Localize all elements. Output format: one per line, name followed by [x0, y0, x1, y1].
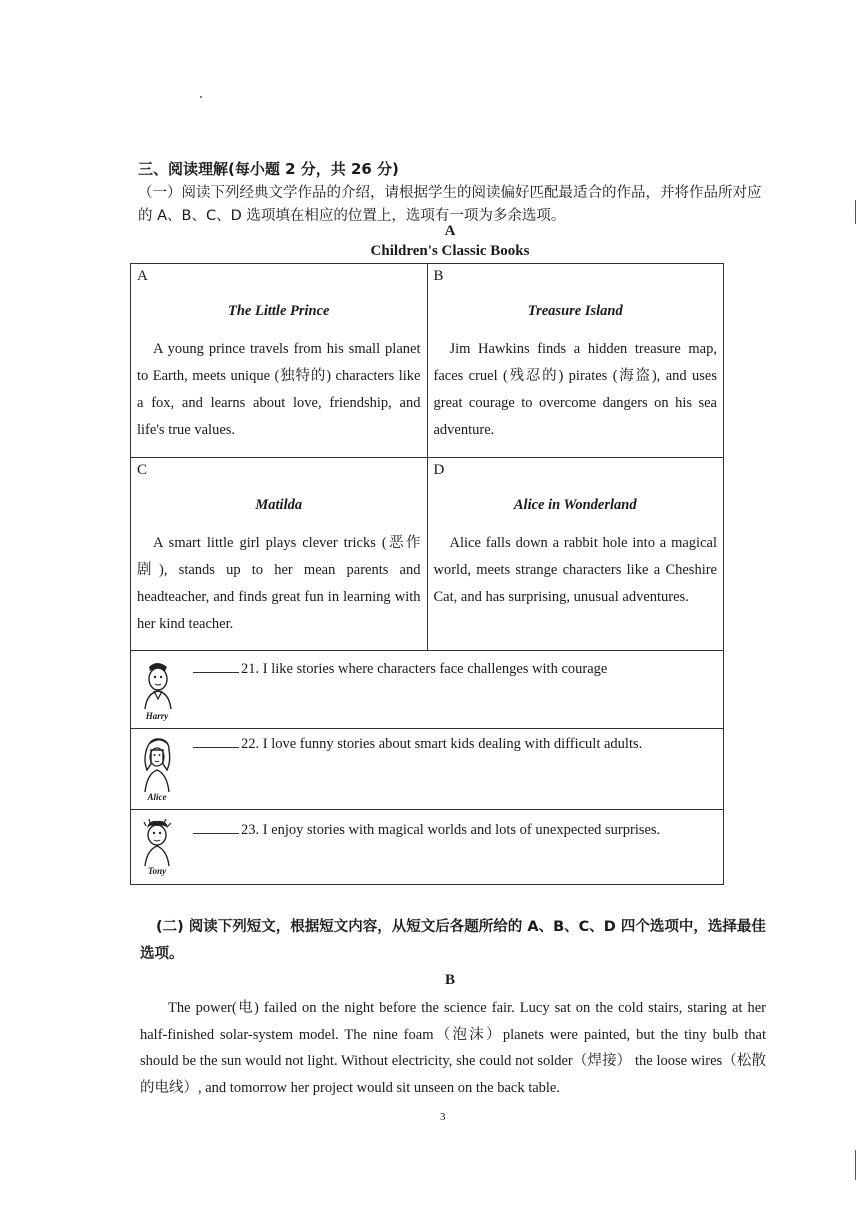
student-name: Alice [147, 792, 167, 802]
tony-avatar-icon [137, 816, 177, 876]
page-number: 3 [440, 1111, 446, 1123]
book-letter: C [137, 462, 148, 478]
book-title: The Little Prince [228, 303, 330, 319]
book-description: A young prince travels from his small planet to Earth, meets unique (独特的) characters like a fox, and learns about love, friendship, and life's true values. [137, 341, 421, 438]
book-letter: A [137, 268, 148, 284]
section-instruction: （一）阅读下列经典文学作品的介绍，请根据学生的阅读偏好匹配最适合的作品，并将作品所对应的 A、B、C、D 选项填在相应的位置上，选项有一项为多余选项。 [138, 185, 762, 224]
harry-avatar-icon [137, 657, 177, 721]
part-b-label: B [444, 972, 455, 988]
book-title: Matilda [255, 497, 303, 513]
student-name: Harry [145, 711, 169, 721]
book-cell-d [427, 458, 724, 651]
books-table-title: Children's Classic Books [370, 243, 530, 259]
book-cell-b [427, 264, 724, 458]
book-cell-c [131, 458, 428, 651]
question-row-22 [130, 728, 724, 810]
answer-blank[interactable] [193, 734, 239, 748]
section-title: 三、阅读理解(每小题 2 分，共 26 分) [138, 160, 399, 178]
book-description: A smart little girl plays clever tricks (恶作剧), stands up to her mean parents and headteacher, and finds great fun in learning with her kind teacher. [137, 535, 421, 632]
alice-avatar-icon [137, 734, 177, 802]
student-name: Tony [147, 866, 167, 876]
passage-text: The power(电) failed on the night before the science fair. Lucy sat on the cold stairs, staring at her half-finished solar-system model. The nine foam（泡沫）planets were painted, but the tiny bulb that should be the sun would not light. Without electricity, she could not solder（焊接） the loose wires（松散的电线）, and tomorrow her project would sit unseen on the back table. [140, 1000, 766, 1096]
answer-blank[interactable] [193, 659, 239, 673]
question-text: 22. I love funny stories about smart kids dealing with difficult adults. [193, 734, 642, 753]
book-description: Alice falls down a rabbit hole into a magical world, meets strange characters like a Cheshire Cat, and has surprising, unusual adventures. [433, 535, 717, 605]
book-title: Alice in Wonderland [513, 497, 637, 513]
answer-blank[interactable] [193, 820, 239, 834]
scan-speck [200, 96, 202, 98]
book-cell-a [131, 264, 428, 458]
scan-edge-mark [855, 1150, 856, 1180]
part-b-instruction: (二) 阅读下列短文，根据短文内容，从短文后各题所给的 A、B、C、D 四个选项中，选择最佳选项。 [140, 919, 766, 962]
part-a-label: A [444, 223, 456, 239]
question-text: 21. I like stories where characters face challenges with courage [193, 659, 607, 678]
scan-edge-mark [855, 200, 856, 224]
books-table [130, 263, 724, 651]
question-row-23 [130, 810, 724, 885]
book-letter: B [433, 268, 444, 284]
book-description: Jim Hawkins finds a hidden treasure map, faces cruel (残忍的) pirates (海盗), and uses great courage to overcome dangers on his sea adventure. [433, 341, 717, 438]
question-text: 23. I enjoy stories with magical worlds and lots of unexpected surprises. [193, 820, 660, 839]
question-row-21 [130, 650, 724, 729]
book-title: Treasure Island [527, 303, 623, 319]
book-letter: D [433, 462, 445, 478]
